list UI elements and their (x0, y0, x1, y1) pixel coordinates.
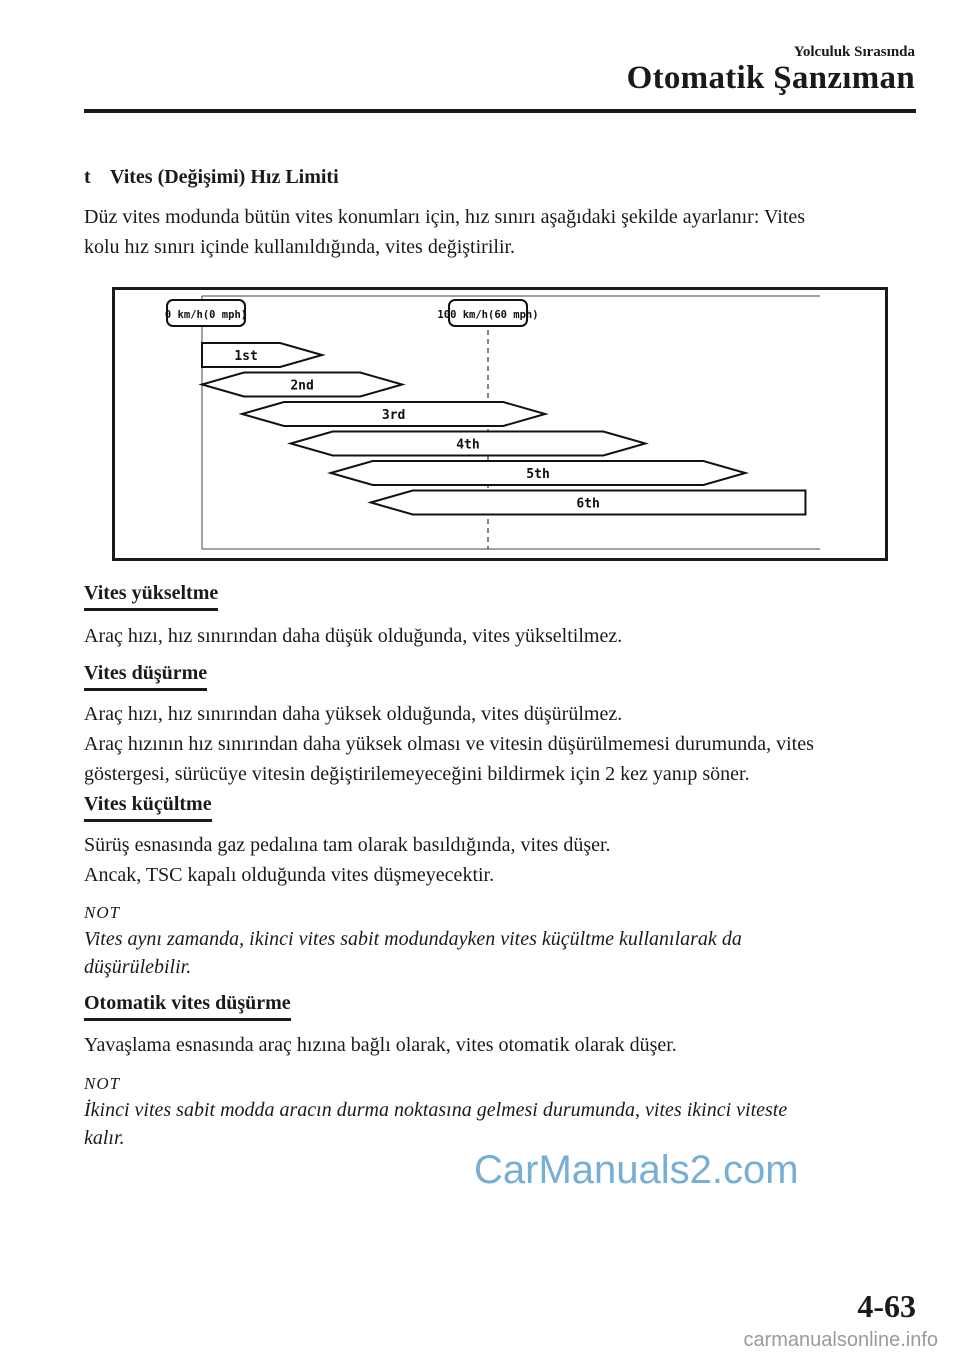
gear-label-1st: 1st (234, 349, 258, 364)
kickdown-note (84, 925, 904, 981)
kickdown-note-label: NOT (84, 903, 121, 922)
kickdown-line: Sürüş esnasında gaz pedalına tam olarak basıldığında, vites düşer. (84, 834, 611, 856)
speed-label: 100 km/h(60 mph) (437, 309, 539, 321)
gear-label-3rd: 3rd (381, 408, 406, 423)
auto-downshift-note-line: kalır. (84, 1127, 125, 1149)
upshift-line: Araç hızı, hız sınırından daha düşük olduğunda, vites yükseltilmez. (84, 625, 623, 647)
downshift-line: Araç hızı, hız sınırından daha yüksek olduğunda, vites düşürülmez. (84, 703, 623, 725)
gear-speed-svg (115, 290, 885, 558)
auto-downshift-title: Otomatik vites düşürme (84, 992, 291, 1021)
auto-downshift-text (84, 1030, 914, 1060)
gear-label-5th: 5th (526, 467, 550, 482)
chapter-title: Otomatik Şanzıman (626, 60, 915, 96)
gear-label-2nd: 2nd (290, 378, 314, 394)
gear-speed-diagram (112, 287, 888, 561)
auto-downshift-note-line: İkinci vites sabit modda aracın durma noktasına gelmesi durumunda, vites ikinci viteste (84, 1099, 788, 1121)
section-heading: Vites (Değişimi) Hız Limiti (110, 166, 339, 188)
downshift-line: göstergesi, sürücüye vitesin değiştirilemeyeceğini bildirmek için 2 kez yanıp söner. (84, 763, 750, 785)
auto-downshift-note (84, 1096, 904, 1152)
section-label: Yolculuk Sırasında (793, 44, 915, 60)
kickdown-text (84, 830, 914, 890)
kickdown-line: Ancak, TSC kapalı olduğunda vites düşmeyecektir. (84, 864, 495, 886)
gear-label-4th: 4th (456, 437, 480, 453)
downshift-line: Araç hızının hız sınırından daha yüksek olması ve vitesin düşürülmemesi durumunda, vites (84, 733, 814, 755)
upshift-title: Vites yükseltme (84, 582, 218, 611)
header-rule (84, 109, 916, 113)
kickdown-title: Vites küçültme (84, 793, 212, 822)
watermark: CarManuals2.com (474, 1148, 799, 1192)
downshift-title: Vites düşürme (84, 662, 207, 691)
footer-link[interactable]: carmanualsonline.info (743, 1329, 938, 1351)
gear-label-6th: 6th (576, 496, 600, 512)
intro-line: kolu hız sınırı içinde kullanıldığında, vites değiştirilir. (84, 236, 516, 258)
downshift-text (84, 699, 914, 789)
section-bullet-icon: t (84, 166, 91, 188)
auto-downshift-note-label: NOT (84, 1074, 121, 1093)
speed-label: 0 km/h(0 mph) (164, 309, 248, 321)
page-number: 4-63 (857, 1288, 916, 1324)
kickdown-note-line: düşürülebilir. (84, 956, 192, 978)
upshift-text (84, 621, 914, 651)
intro-paragraph (84, 202, 914, 262)
gear-bar-1st (202, 343, 322, 367)
auto-downshift-line: Yavaşlama esnasında araç hızına bağlı olarak, vites otomatik olarak düşer. (84, 1034, 677, 1056)
kickdown-note-line: Vites aynı zamanda, ikinci vites sabit modundayken vites küçültme kullanılarak da (84, 928, 742, 950)
intro-line: Düz vites modunda bütün vites konumları için, hız sınırı aşağıdaki şekilde ayarlanır: Vites (84, 206, 806, 228)
